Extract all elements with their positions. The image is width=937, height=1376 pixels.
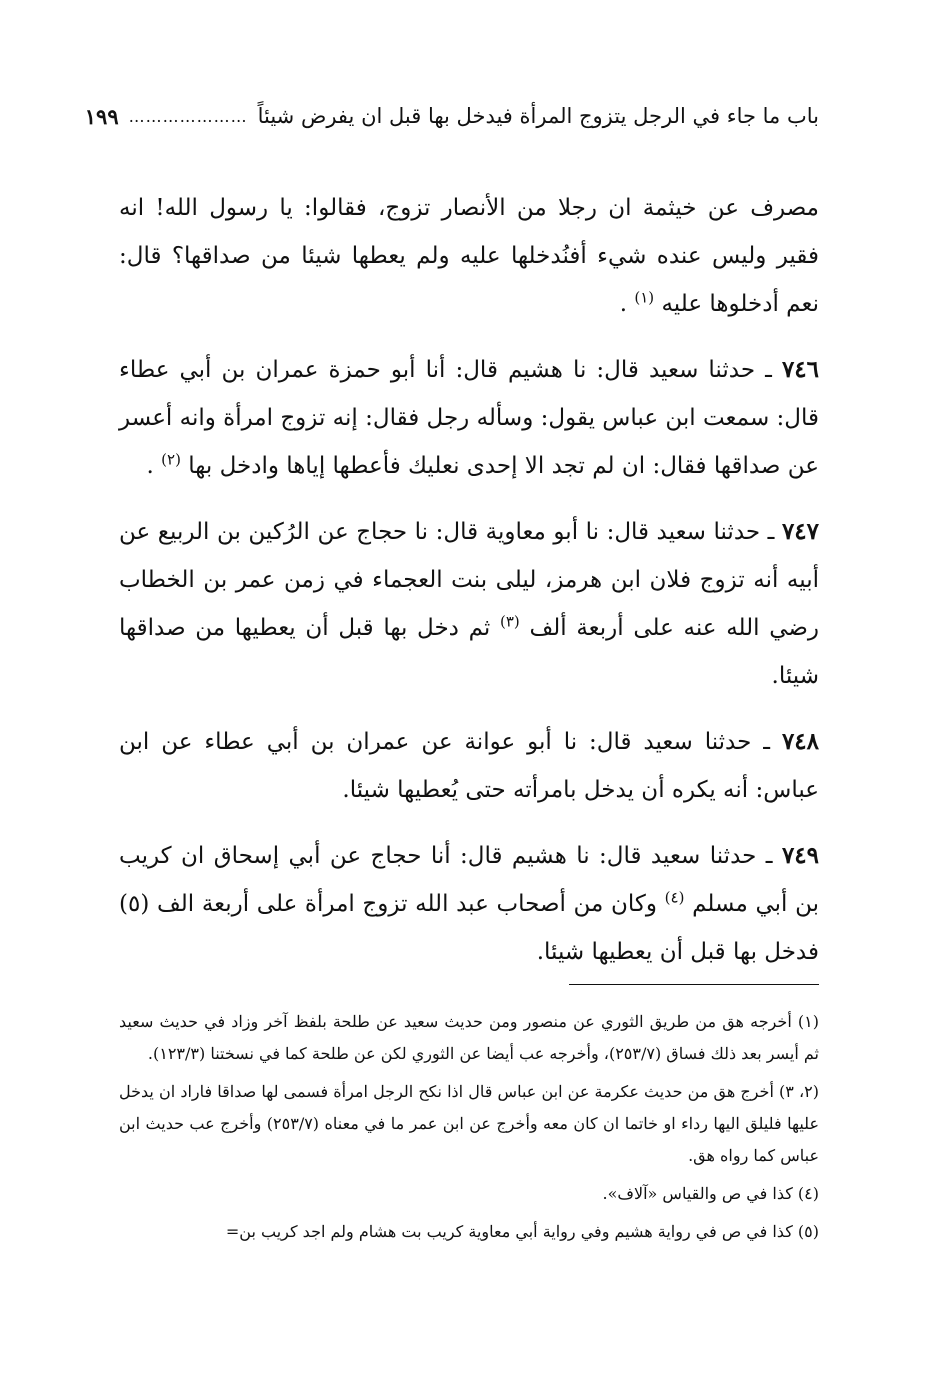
footnote-ref: (٤) <box>664 888 685 907</box>
paragraph-text: ـ حدثنا سعيد قال: نا أبو معاوية قال: نا حجاج عن الرُكين بن الربيع عن أبيه أنه تزوج فلان ابن هرمز، ليلى بنت العجماء في زمن عمر بن الخطاب رضي الله عنه على أربعة ألف <box>119 519 820 641</box>
footnote-separator <box>569 984 819 985</box>
paragraph-text: مصرف عن خيثمة ان رجلا من الأنصار تزوج، فقالوا: يا رسول الله! انه فقير وليس عنده شيء أفنُدخلها عليه ولم يعطها شيئا من صداقها؟ قال: نعم أدخلوها عليه <box>119 195 819 317</box>
hadith-number: ٧٤٦ <box>781 356 819 383</box>
hadith-747 <box>119 508 819 700</box>
hadith-number: ٧٤٩ <box>781 842 820 869</box>
running-header <box>84 96 819 136</box>
footnote-2-3: (٢، ٣) أخرج هق من حديث عكرمة عن ابن عباس قال اذا نكح الرجل امرأة فسمى لها صداقا فاراد ان يدخل عليها فليلق اليها رداء او خاتما ان كان معه وأخرج عن ابن عمر ما في معناه (٢٥٣/٧) وأخرج عب حديث ابن عباس كما رواه هق. <box>119 1082 819 1165</box>
footnote-1: (١) أخرجه هق من طريق الثوري عن منصور ومن حديث سعيد عن طلحة بلفظ آخر وزاد في حديث سعيد ثم أيسر بعد ذلك فساق (٢٥٣/٧)، وأخرجه عب أيضا عن الثوري لكن عن طلحة كما في نسختنا (١٢٣/٣). <box>119 1012 820 1063</box>
hadith-number: ٧٤٧ <box>781 518 820 545</box>
main-text <box>119 184 819 994</box>
page-number: ١٩٩ <box>84 103 119 129</box>
hadith-746 <box>119 346 819 490</box>
footnote-ref: (٢) <box>161 450 181 469</box>
header-dot-leader: ………………… <box>128 106 248 126</box>
chapter-title: باب ما جاء في الرجل يتزوج المرأة فيدخل بها قبل ان يفرض شيئاً <box>257 104 819 128</box>
paragraph-text: ـ حدثنا سعيد قال: نا هشيم قال: أنا أبو حمزة عمران بن أبي عطاء قال: سمعت ابن عباس يقول: وسأله رجل فقال: إنه تزوج امرأة وانه أعسر عن صداقها فقال: ان لم تجد الا إحدى نعليك فأعطها إياها وادخل بها <box>119 357 819 479</box>
paragraph-text-after: ثم دخل بها قبل أن يعطيها من صداقها شيئا. <box>119 615 819 689</box>
paragraph-text-after: وكان من أصحاب عبد الله تزوج امرأة على أربعة الف (٥) فدخل بها قبل أن يعطيها شيئا. <box>119 891 819 965</box>
footnote-5: (٥) كذا في ص في رواية هشيم وفي رواية أبي معاوية كريب بت هشام ولم اجد كريب بن= <box>225 1222 819 1241</box>
footnote-4: (٤) كذا في ص والقياس «آلاف». <box>602 1184 819 1203</box>
footnotes <box>119 1006 819 1254</box>
footnote-ref: (١) <box>634 288 655 307</box>
hadith-748 <box>119 718 819 814</box>
hadith-number: ٧٤٨ <box>781 728 819 755</box>
footnote-ref: (٣) <box>499 612 520 631</box>
paragraph-text: ـ حدثنا سعيد قال: نا أبو عوانة عن عمران بن أبي عطاء عن ابن عباس: أنه يكره أن يدخل بامرأته حتى يُعطيها شيئا. <box>119 729 819 803</box>
paragraph-continuation <box>119 184 819 328</box>
paragraph-text-after: . <box>619 291 628 317</box>
hadith-749 <box>119 832 819 976</box>
paragraph-text: ـ حدثنا سعيد قال: نا هشيم قال: أنا حجاج عن أبي إسحاق ان كريب بن أبي مسلم <box>119 843 819 917</box>
paragraph-text-after: . <box>146 453 154 479</box>
